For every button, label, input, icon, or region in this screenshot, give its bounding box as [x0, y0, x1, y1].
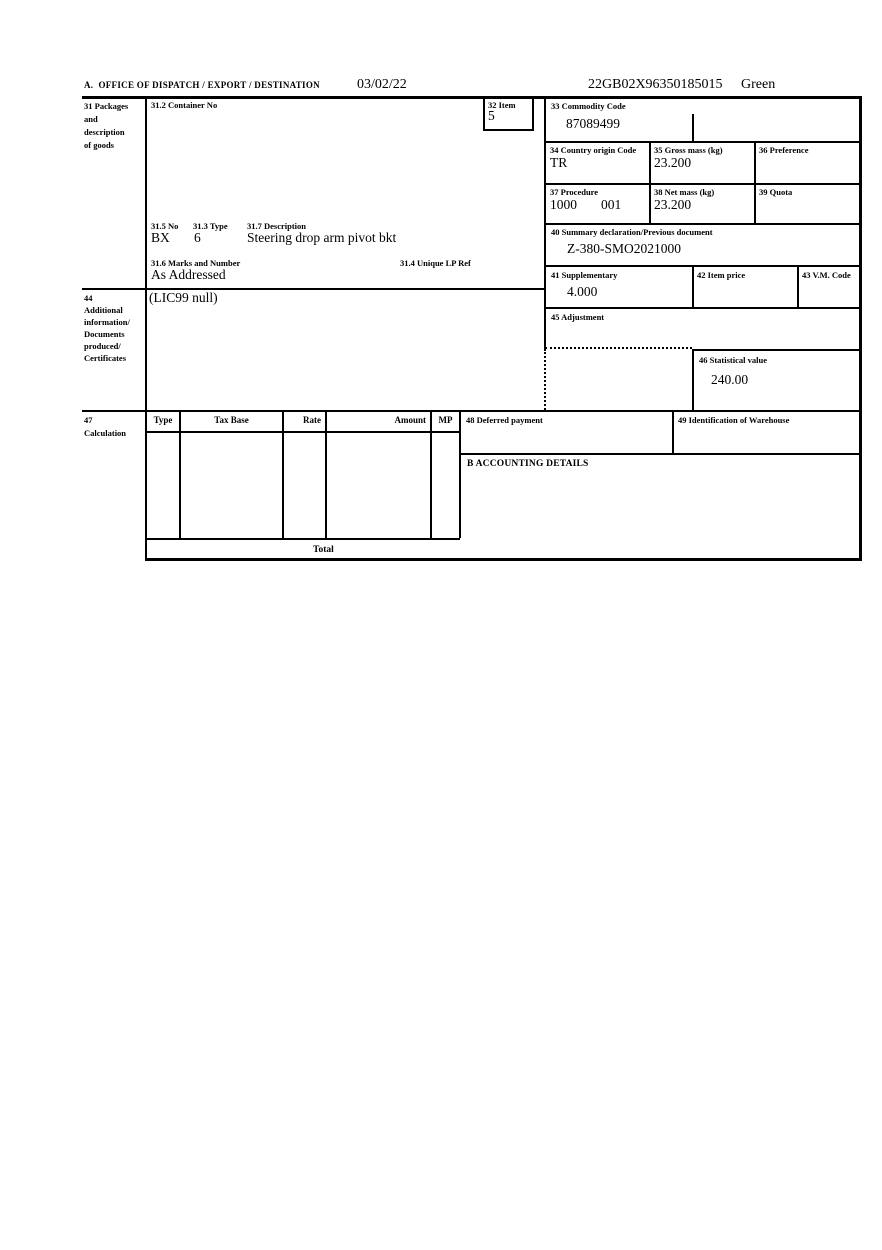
box46-statistical-value-label: 46 Statistical value — [699, 355, 767, 365]
divider — [692, 114, 694, 142]
box33-commodity-code-value: 87089499 — [566, 116, 620, 131]
divider — [692, 349, 862, 351]
office-of-dispatch-label: A. OFFICE OF DISPATCH / EXPORT / DESTINATION — [84, 80, 320, 90]
divider — [544, 96, 546, 349]
box31-7-description-value: Steering drop arm pivot bkt — [247, 230, 397, 245]
calc-header-amount: Amount — [394, 415, 426, 425]
calc-header-mp: MP — [438, 415, 453, 425]
declaration-date: 03/02/22 — [357, 77, 407, 92]
box34-country-origin-value: TR — [550, 155, 568, 170]
box31-4-unique-lp-ref-label: 31.4 Unique LP Ref — [400, 258, 471, 268]
box47-calculation-label: 47 Calculation — [84, 415, 127, 438]
box39-quota-label: 39 Quota — [759, 187, 793, 197]
divider — [460, 453, 862, 455]
divider — [325, 410, 327, 538]
box44-additional-info-value: (LIC99 null) — [149, 290, 218, 305]
divider — [649, 141, 651, 225]
divider — [282, 410, 284, 538]
box31-6-marks-label: 31.6 Marks and Number — [151, 258, 241, 268]
box31-7-description-label: 31.7 Description — [247, 221, 307, 231]
box48-deferred-payment-label: 48 Deferred payment — [466, 415, 543, 425]
box31-5-no-value: BX — [151, 230, 170, 245]
divider — [692, 349, 694, 412]
divider — [483, 96, 485, 131]
calc-header-type: Type — [153, 415, 173, 425]
calc-header-tax-base: Tax Base — [214, 415, 249, 425]
box31-5-no-label: 31.5 No — [151, 221, 179, 231]
box40-previous-document-value: Z-380-SMO2021000 — [567, 241, 681, 256]
box42-item-price-label: 42 Item price — [697, 270, 746, 280]
divider — [147, 538, 460, 540]
divider — [545, 183, 862, 185]
accounting-details-label: B ACCOUNTING DETAILS — [467, 459, 589, 469]
mrn-number: 22GB02X96350185015 — [588, 77, 723, 92]
divider — [859, 96, 862, 561]
box36-preference-label: 36 Preference — [759, 145, 809, 155]
divider — [459, 410, 461, 538]
divider — [179, 410, 181, 538]
box32-item-value: 5 — [488, 108, 495, 123]
box34-country-origin-label: 34 Country origin Code — [550, 145, 637, 155]
divider — [545, 265, 862, 267]
box31-3-type-label: 31.3 Type — [193, 221, 228, 231]
calc-header-rate: Rate — [303, 415, 321, 425]
divider — [532, 96, 534, 131]
box38-net-mass-value: 23.200 — [654, 197, 692, 212]
box33-commodity-code-label: 33 Commodity Code — [551, 101, 626, 111]
divider — [82, 96, 862, 99]
box32-item-label: 32 Item — [488, 100, 516, 110]
divider — [672, 410, 674, 455]
divider — [147, 558, 862, 561]
calc-total-label: Total — [313, 545, 334, 555]
box41-supplementary-value: 4.000 — [567, 284, 598, 299]
routing-status: Green — [741, 77, 776, 92]
box43-vm-code-label: 43 V.M. Code — [802, 270, 851, 280]
box35-gross-mass-label: 35 Gross mass (kg) — [654, 145, 723, 155]
box31-2-container-no-label: 31.2 Container No — [151, 100, 218, 110]
divider — [797, 265, 799, 309]
box41-supplementary-label: 41 Supplementary — [551, 270, 618, 280]
divider — [545, 307, 862, 309]
divider — [754, 141, 756, 225]
box31-3-type-value: 6 — [194, 230, 201, 245]
dotted-divider — [545, 347, 692, 349]
divider — [145, 96, 147, 561]
box38-net-mass-label: 38 Net mass (kg) — [654, 187, 715, 197]
box37-procedure-value2: 001 — [601, 197, 622, 212]
divider — [483, 129, 534, 131]
divider — [692, 265, 694, 309]
box35-gross-mass-value: 23.200 — [654, 155, 692, 170]
divider — [82, 410, 862, 412]
box31-6-marks-value: As Addressed — [151, 267, 226, 282]
box46-statistical-value-value: 240.00 — [711, 372, 749, 387]
box44-additional-info-label: 44 Additional information/ Documents produced/ Certificates — [84, 293, 130, 363]
box31-packages-label: 31 Packages and description of goods — [84, 101, 129, 150]
box37-procedure-label: 37 Procedure — [550, 187, 599, 197]
divider — [430, 410, 432, 538]
box45-adjustment-label: 45 Adjustment — [551, 312, 605, 322]
divider — [545, 141, 862, 143]
box40-previous-document-label: 40 Summary declaration/Previous document — [551, 227, 713, 237]
dotted-divider — [544, 349, 546, 410]
box37-procedure-value1: 1000 — [550, 197, 577, 212]
divider — [545, 223, 862, 225]
divider — [147, 431, 460, 433]
box49-warehouse-label: 49 Identification of Warehouse — [678, 415, 790, 425]
